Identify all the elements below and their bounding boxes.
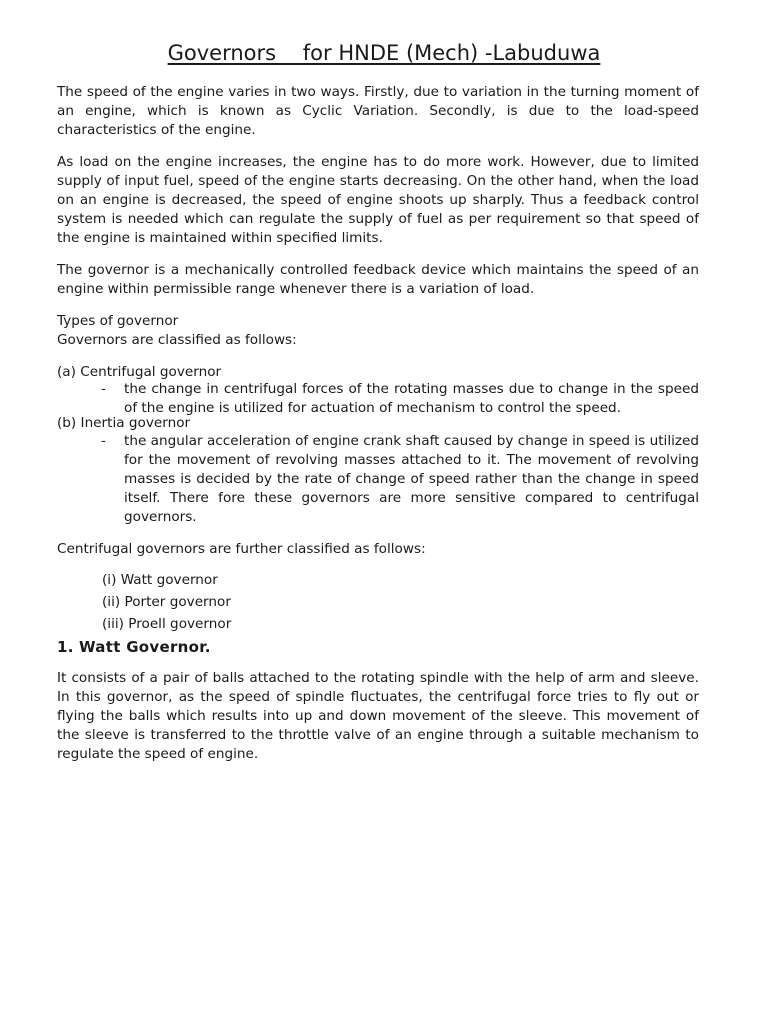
intro-paragraph: The speed of the engine varies in two ways. Firstly, due to variation in the turning moment of an engine, which is known as Cyclic Variation. Secondly, is due to the load-speed characteristics of the engine. [57, 84, 699, 138]
section-heading-watt [57, 637, 211, 657]
definition-paragraph: The governor is a mechanically controlled feedback device which maintains the speed of an engine within permissible range whenever there is a variation of load. [57, 262, 699, 297]
section-title: Watt Governor. [79, 638, 211, 656]
section-number: 1. [57, 638, 74, 656]
centrifugal-governor-label: (a) Centrifugal governor [57, 364, 222, 380]
inertia-governor-label: (b) Inertia governor [57, 415, 191, 431]
centrifugal-classification-intro: Centrifugal governors are further classified as follows: [57, 541, 426, 557]
types-heading: Types of governor [57, 313, 179, 329]
list-item-porter: (ii) Porter governor [102, 594, 231, 610]
bullet-dash: - [101, 381, 106, 397]
inertia-bullet-text: the angular acceleration of engine crank shaft caused by change in speed is utilized for the movement of revolving masses attached to it. The movement of revolving masses is decided by the rate of change of speed rather than the change in speed itself. There fore these governors are more sensitive compared to centrifugal governors. [124, 433, 699, 525]
watt-governor-paragraph: It consists of a pair of balls attached to the rotating spindle with the help of arm and sleeve. In this governor, as the speed of spindle fluctuates, the centrifugal force tries to fly out or flying the balls which results into up and down movement of the sleeve. This movement of the sleeve is transferred to the throttle valve of an engine through a suitable mechanism to regulate the speed of engine. [57, 670, 699, 762]
bullet-dash: - [101, 433, 106, 449]
load-paragraph: As load on the engine increases, the engine has to do more work. However, due to limited supply of input fuel, speed of the engine starts decreasing. On the other hand, when the load on an engine is decreased, the speed of engine shoots up sharply. Thus a feedback control system is needed which can regulate the supply of fuel as per requirement so that speed of the engine is maintained within specified limits. [57, 154, 699, 246]
centrifugal-bullet-text: the change in centrifugal forces of the rotating masses due to change in the speed of the engine is utilized for actuation of mechanism to control the speed. [124, 381, 699, 416]
list-item-proell: (iii) Proell governor [102, 616, 232, 632]
types-intro: Governors are classified as follows: [57, 332, 297, 348]
page-title: Governors for HNDE (Mech) -Labuduwa [167, 41, 601, 65]
list-item-watt: (i) Watt governor [102, 572, 218, 588]
